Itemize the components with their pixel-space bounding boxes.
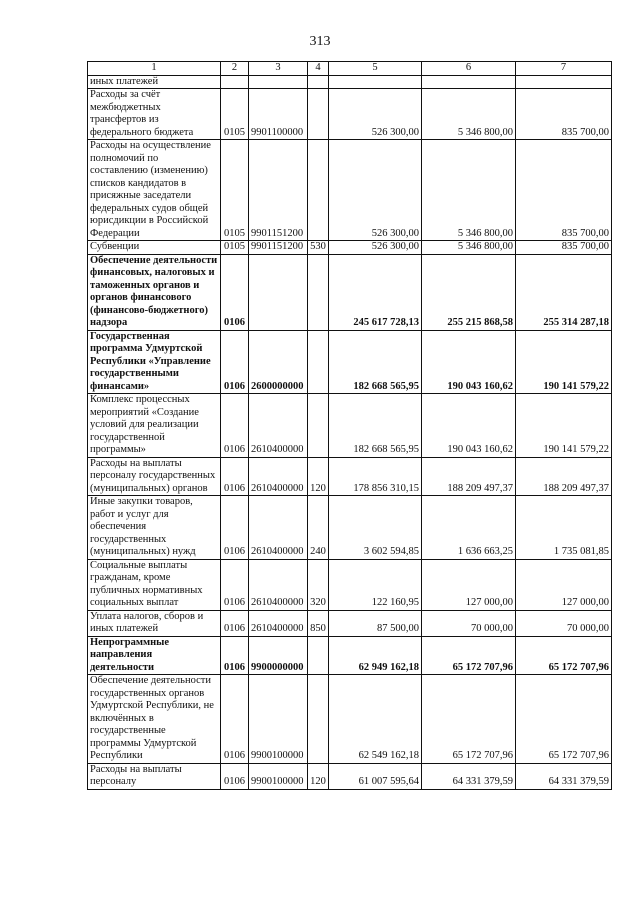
amount-year1-cell: 122 160,95 — [329, 559, 422, 610]
amount-year3-cell: 65 172 707,96 — [516, 636, 612, 675]
amount-year2-cell: 127 000,00 — [422, 559, 516, 610]
table-row — [88, 254, 612, 330]
amount-year2-cell: 5 346 800,00 — [422, 89, 516, 140]
table-row — [88, 394, 612, 458]
page-number: 313 — [309, 34, 331, 49]
table-row — [88, 457, 612, 496]
target-code-cell: 2610400000 — [249, 394, 308, 458]
amount-year3-cell: 190 141 579,22 — [516, 330, 612, 394]
expense-type-cell — [308, 394, 329, 458]
column-header: 7 — [516, 62, 612, 76]
row-name-cell: Субвенции — [88, 241, 221, 255]
amount-year2-cell: 1 636 663,25 — [422, 496, 516, 560]
table-row — [88, 89, 612, 140]
expense-type-cell: 240 — [308, 496, 329, 560]
column-header: 2 — [221, 62, 249, 76]
table-row — [88, 330, 612, 394]
table-row — [88, 610, 612, 636]
amount-year1-cell: 178 856 310,15 — [329, 457, 422, 496]
section-code-cell: 0106 — [221, 496, 249, 560]
target-code-cell: 2610400000 — [249, 559, 308, 610]
amount-year1-cell: 3 602 594,85 — [329, 496, 422, 560]
row-name-cell: Расходы за счёт межбюджетных трансфертов из федерального бюджета — [88, 89, 221, 140]
row-name-cell: Социальные выплаты гражданам, кроме публичных нормативных социальных выплат — [88, 559, 221, 610]
amount-year3-cell: 1 735 081,85 — [516, 496, 612, 560]
target-code-cell: 9901100000 — [249, 89, 308, 140]
target-code-cell — [249, 75, 308, 89]
table-row — [88, 75, 612, 89]
row-name-cell: Иные закупки товаров, работ и услуг для обеспечения государственных (муниципальных) нужд — [88, 496, 221, 560]
table-row — [88, 496, 612, 560]
expense-type-cell: 320 — [308, 559, 329, 610]
expense-type-cell: 120 — [308, 763, 329, 789]
amount-year2-cell: 190 043 160,62 — [422, 330, 516, 394]
amount-year3-cell: 835 700,00 — [516, 241, 612, 255]
amount-year3-cell: 64 331 379,59 — [516, 763, 612, 789]
amount-year2-cell: 64 331 379,59 — [422, 763, 516, 789]
target-code-cell: 9900000000 — [249, 636, 308, 675]
amount-year2-cell: 65 172 707,96 — [422, 636, 516, 675]
amount-year1-cell: 182 668 565,95 — [329, 394, 422, 458]
column-header: 4 — [308, 62, 329, 76]
row-name-cell: Государственная программа Удмуртской Республики «Управление государственными финансами» — [88, 330, 221, 394]
column-header: 5 — [329, 62, 422, 76]
table-row — [88, 140, 612, 241]
amount-year3-cell: 188 209 497,37 — [516, 457, 612, 496]
row-name-cell: Комплекс процессных мероприятий «Создание условий для реализации государственной программы» — [88, 394, 221, 458]
target-code-cell: 2610400000 — [249, 457, 308, 496]
target-code-cell: 2600000000 — [249, 330, 308, 394]
expense-type-cell — [308, 636, 329, 675]
amount-year3-cell: 255 314 287,18 — [516, 254, 612, 330]
column-header: 1 — [88, 62, 221, 76]
target-code-cell: 9901151200 — [249, 140, 308, 241]
section-code-cell: 0106 — [221, 457, 249, 496]
table-row — [88, 241, 612, 255]
section-code-cell: 0106 — [221, 394, 249, 458]
row-name-cell: Обеспечение деятельности финансовых, налоговых и таможенных органов и органов финансового (финансово-бюджетного) надзора — [88, 254, 221, 330]
section-code-cell: 0106 — [221, 636, 249, 675]
target-code-cell: 9900100000 — [249, 763, 308, 789]
amount-year1-cell: 526 300,00 — [329, 241, 422, 255]
target-code-cell: 9900100000 — [249, 675, 308, 764]
table-row — [88, 763, 612, 789]
amount-year1-cell: 61 007 595,64 — [329, 763, 422, 789]
expense-type-cell — [308, 330, 329, 394]
row-name-cell: Расходы на выплаты персоналу государственных (муниципальных) органов — [88, 457, 221, 496]
section-code-cell: 0105 — [221, 89, 249, 140]
amount-year1-cell: 182 668 565,95 — [329, 330, 422, 394]
amount-year1-cell: 87 500,00 — [329, 610, 422, 636]
column-header: 3 — [249, 62, 308, 76]
amount-year2-cell: 5 346 800,00 — [422, 241, 516, 255]
row-name-cell: иных платежей — [88, 75, 221, 89]
expense-type-cell — [308, 75, 329, 89]
table-row — [88, 636, 612, 675]
amount-year2-cell: 70 000,00 — [422, 610, 516, 636]
amount-year3-cell: 835 700,00 — [516, 89, 612, 140]
amount-year2-cell — [422, 75, 516, 89]
section-code-cell: 0106 — [221, 610, 249, 636]
expense-type-cell: 120 — [308, 457, 329, 496]
amount-year1-cell: 62 949 162,18 — [329, 636, 422, 675]
amount-year2-cell: 188 209 497,37 — [422, 457, 516, 496]
section-code-cell — [221, 75, 249, 89]
amount-year2-cell: 190 043 160,62 — [422, 394, 516, 458]
expense-type-cell — [308, 89, 329, 140]
expense-type-cell: 850 — [308, 610, 329, 636]
section-code-cell: 0106 — [221, 675, 249, 764]
amount-year3-cell: 127 000,00 — [516, 559, 612, 610]
expense-type-cell — [308, 140, 329, 241]
amount-year1-cell: 526 300,00 — [329, 89, 422, 140]
amount-year2-cell: 5 346 800,00 — [422, 140, 516, 241]
expense-type-cell — [308, 675, 329, 764]
amount-year3-cell: 70 000,00 — [516, 610, 612, 636]
target-code-cell: 2610400000 — [249, 610, 308, 636]
amount-year3-cell: 65 172 707,96 — [516, 675, 612, 764]
target-code-cell: 9901151200 — [249, 241, 308, 255]
amount-year1-cell: 245 617 728,13 — [329, 254, 422, 330]
table-row — [88, 675, 612, 764]
row-name-cell: Непрограммные направления деятельности — [88, 636, 221, 675]
row-name-cell: Уплата налогов, сборов и иных платежей — [88, 610, 221, 636]
expense-type-cell: 530 — [308, 241, 329, 255]
amount-year3-cell: 835 700,00 — [516, 140, 612, 241]
section-code-cell: 0106 — [221, 254, 249, 330]
header-row — [88, 62, 612, 76]
row-name-cell: Расходы на выплаты персоналу — [88, 763, 221, 789]
row-name-cell: Расходы на осуществление полномочий по составлению (изменению) списков кандидатов в присяжные заседатели федеральных судов общей юрисдикции в Российской Федерации — [88, 140, 221, 241]
target-code-cell — [249, 254, 308, 330]
section-code-cell: 0105 — [221, 140, 249, 241]
section-code-cell: 0106 — [221, 559, 249, 610]
amount-year2-cell: 255 215 868,58 — [422, 254, 516, 330]
budget-table — [87, 61, 612, 790]
table-row — [88, 559, 612, 610]
expense-type-cell — [308, 254, 329, 330]
target-code-cell: 2610400000 — [249, 496, 308, 560]
amount-year3-cell — [516, 75, 612, 89]
section-code-cell: 0106 — [221, 330, 249, 394]
amount-year1-cell — [329, 75, 422, 89]
amount-year3-cell: 190 141 579,22 — [516, 394, 612, 458]
section-code-cell: 0105 — [221, 241, 249, 255]
column-header: 6 — [422, 62, 516, 76]
row-name-cell: Обеспечение деятельности государственных органов Удмуртской Республики, не включённых в государственные программы Удмуртской Республики — [88, 675, 221, 764]
amount-year1-cell: 526 300,00 — [329, 140, 422, 241]
section-code-cell: 0106 — [221, 763, 249, 789]
amount-year2-cell: 65 172 707,96 — [422, 675, 516, 764]
amount-year1-cell: 62 549 162,18 — [329, 675, 422, 764]
